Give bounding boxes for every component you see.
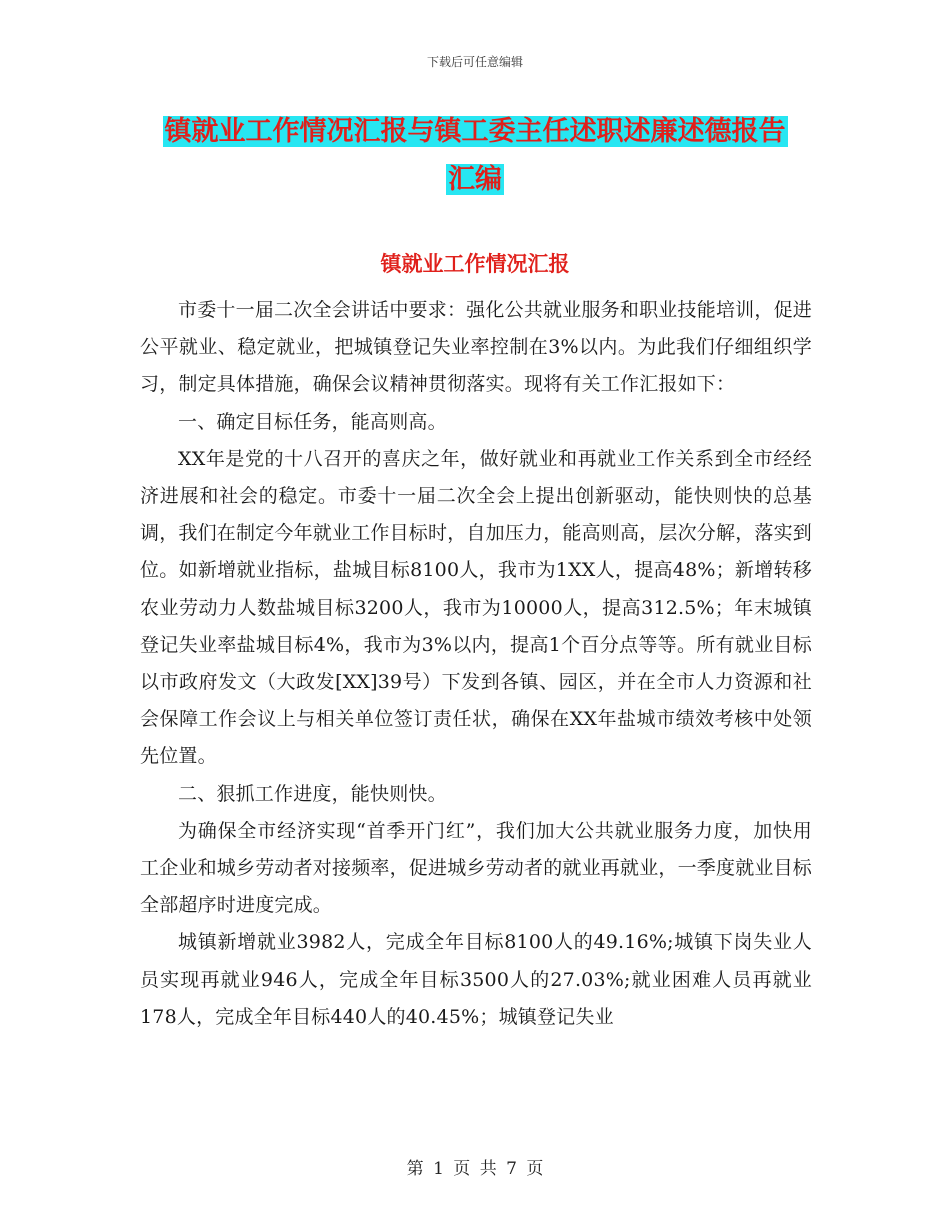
paragraph: XX年是党的十八召开的喜庆之年，做好就业和再就业工作关系到全市经经济进展和社会的稳定。市委十一届二次全会上提出创新驱动，能快则快的总基调，我们在制定今年就业工作目标时，自加压力，能高则高，层次分解，落实到位。如新增就业指标，盐城目标8100人，我市为1XX人，提高48%；新增转移农业劳动力人数盐城目标3200人，我市为10000人，提高312.5%；年末城镇登记失业率盐城目标4%，我市为3%以内，提高1个百分点等等。所有就业目标以市政府发文（大政发[XX]39号）下发到各镇、园区，并在全市人力资源和社会保障工作会议上与相关单位签订责任状，确保在XX年盐城市绩效考核中处领先位置。 (140, 447, 813, 768)
page-footer: 第 1 页 共 7 页 (406, 1159, 544, 1179)
header-note: 下载后可任意编辑 (426, 55, 523, 69)
document-title-line2: 汇编 (448, 164, 502, 195)
document-body (140, 292, 812, 1036)
document-title-line1: 镇就业工作情况汇报与镇工委主任述职述廉述德报告 (164, 116, 786, 147)
section-title: 镇就业工作情况汇报 (380, 252, 570, 276)
paragraph: 二、狠抓工作进度，能快则快。 (178, 782, 447, 805)
document-title (140, 108, 810, 204)
paragraph: 城镇新增就业3982人，完成全年目标8100人的49.16%;城镇下岗失业人员实现再就业946人，完成全年目标3500人的27.03%;就业困难人员再就业178人，完成全年目标440人的40.45%；城镇登记失业 (140, 931, 812, 1028)
paragraph: 一、确定目标任务，能高则高。 (178, 410, 447, 433)
paragraph: 为确保全市经济实现“首季开门红”，我们加大公共就业服务力度，加快用工企业和城乡劳动者对接频率，促进城乡劳动者的就业再就业，一季度就业目标全部超序时进度完成。 (140, 819, 813, 917)
paragraph: 市委十一届二次全会讲话中要求：强化公共就业服务和职业技能培训，促进公平就业、稳定就业，把城镇登记失业率控制在3%以内。为此我们仔细组织学习，制定具体措施，确保会议精神贯彻落实。现将有关工作汇报如下： (140, 299, 812, 396)
